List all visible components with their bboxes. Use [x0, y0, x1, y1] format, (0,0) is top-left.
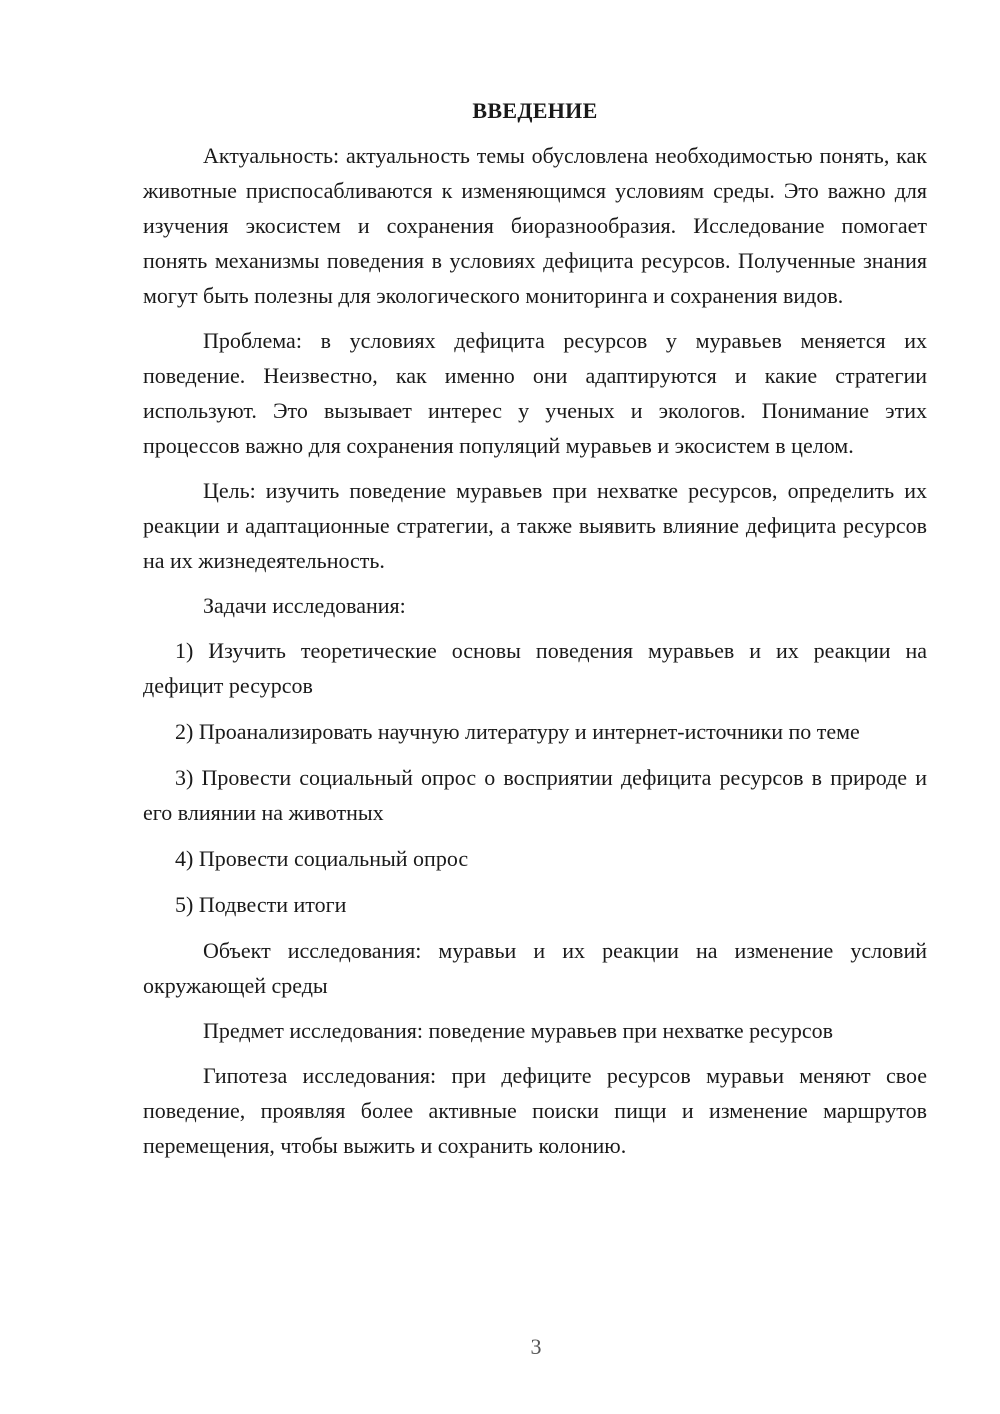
paragraph-goal: Цель: изучить поведение муравьев при нехватке ресурсов, определить их реакции и адаптационные стратегии, а также выявить влияние дефицита ресурсов на их жизнедеятельность. — [143, 478, 927, 573]
paragraph-hypothesis: Гипотеза исследования: при дефиците ресурсов муравьи меняют свое поведение, проявляя более активные поиски пищи и изменение маршрутов перемещения, чтобы выжить и сохранить колонию. — [143, 1063, 927, 1158]
paragraph-relevance: Актуальность: актуальность темы обусловлена необходимостью понять, как животные приспосабливаются к изменяющимся условиям среды. Это важно для изучения экосистем и сохранения биоразнообразия. Исследование помогает понять механизмы поведения в условиях дефицита ресурсов. Полученные знания могут быть полезны для экологического мониторинга и сохранения видов. — [143, 143, 927, 308]
paragraph-tasks-heading: Задачи исследования: — [203, 593, 406, 618]
page-content — [143, 96, 927, 1173]
task-item-5: 5) Подвести итоги — [175, 892, 347, 917]
page-number: 3 — [530, 1334, 542, 1359]
task-item-2: 2) Проанализировать научную литературу и интернет-источники по теме — [175, 719, 860, 744]
paragraph-subject: Предмет исследования: поведение муравьев при нехватке ресурсов — [203, 1018, 834, 1043]
task-item-1: 1) Изучить теоретические основы поведения муравьев и их реакции на дефицит ресурсов — [143, 638, 927, 698]
paragraph-object: Объект исследования: муравьи и их реакции на изменение условий окружающей среды — [143, 938, 927, 998]
section-title: ВВЕДЕНИЕ — [472, 98, 598, 123]
paragraph-problem: Проблема: в условиях дефицита ресурсов у муравьев меняется их поведение. Неизвестно, как именно они адаптируются и какие стратегии используют. Это вызывает интерес у ученых и экологов. Понимание этих процессов важно для сохранения популяций муравьев и экосистем в целом. — [143, 328, 927, 458]
task-item-4: 4) Провести социальный опрос — [175, 846, 469, 871]
task-item-3: 3) Провести социальный опрос о восприятии дефицита ресурсов в природе и его влиянии на животных — [143, 765, 927, 825]
